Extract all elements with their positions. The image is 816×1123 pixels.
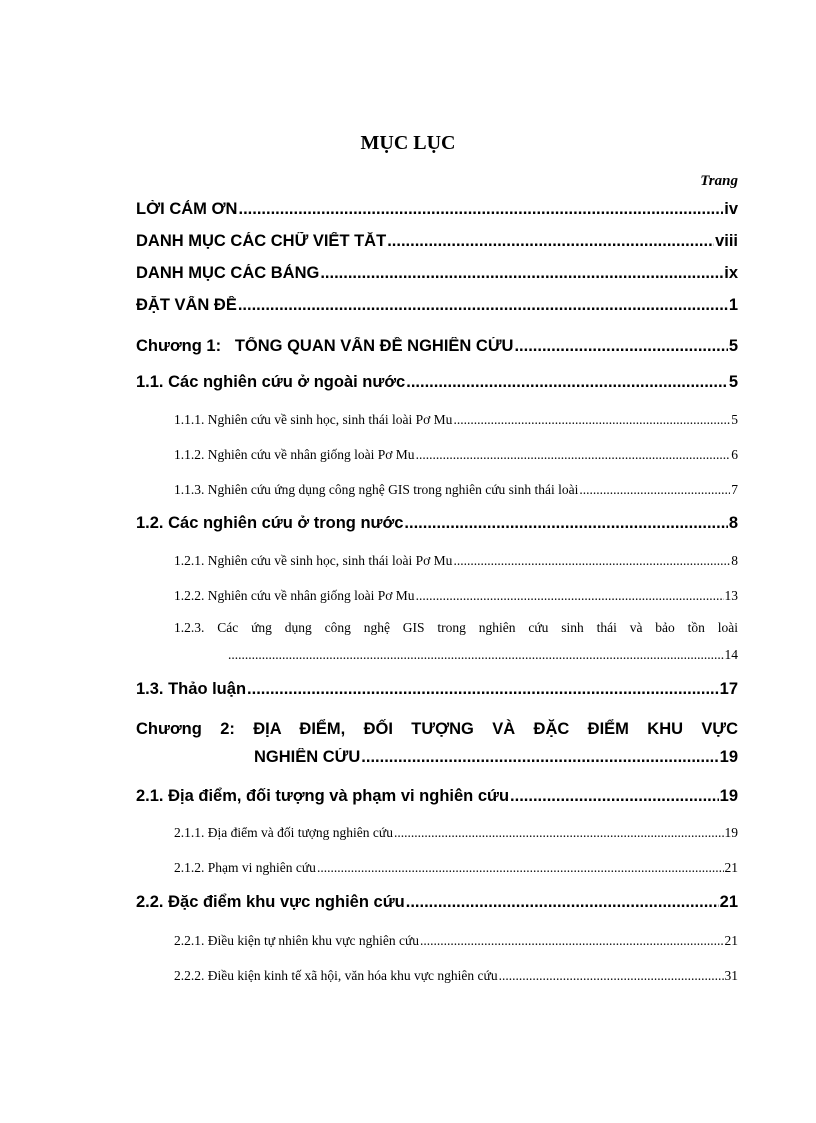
toc-entry-page: 6	[731, 447, 738, 462]
toc-entry-chapter-2[interactable]	[136, 720, 738, 739]
toc-entry-title: DANH MỤC CÁC CHỮ VIẾT TẮT	[136, 232, 387, 250]
toc-entry-page: 5	[728, 373, 738, 391]
toc-entry-subsection-1-2-3-leader	[228, 647, 738, 663]
toc-entry-title: 2.2.2. Điều kiện kinh tế xã hội, văn hóa khu vực nghiên cứu	[174, 968, 498, 983]
toc-entry-title: 2.1. Địa điểm, đối tượng và phạm vi nghiên cứu	[136, 787, 510, 805]
toc-entry-page: 13	[724, 588, 738, 603]
toc-entry-title: 1.1.3. Nghiên cứu ứng dụng công nghệ GIS trong nghiên cứu sinh thái loài	[174, 482, 579, 497]
toc-entry-subsection-1-1-2[interactable]	[174, 447, 738, 463]
toc-entry-subsection-2-2-2[interactable]	[174, 968, 738, 984]
toc-entry-title: 1.2.2. Nghiên cứu về nhân giống loài Pơ Mu	[174, 588, 415, 603]
toc-entry-title: Chương 1: TỔNG QUAN VẤN ĐỀ NGHIÊN CỨU	[136, 337, 514, 355]
toc-entry-page: 31	[724, 968, 738, 983]
toc-entry-page: ix	[724, 264, 738, 282]
toc-entry-subsection-2-1-2[interactable]	[174, 860, 738, 876]
page-column-label: Trang	[700, 173, 738, 189]
dot-leader	[420, 933, 723, 949]
toc-entry-title: Chương 2: ĐỊA ĐIỂM, ĐỐI TƯỢNG VÀ ĐẶC ĐIỂM KHU VỰC	[136, 720, 738, 738]
toc-entry-subsection-1-2-1[interactable]	[174, 553, 738, 569]
toc-entry-title: DANH MỤC CÁC BẢNG	[136, 264, 320, 282]
dot-leader	[394, 825, 724, 841]
toc-entry-page: 1	[728, 296, 738, 314]
toc-entry-page: 19	[724, 825, 738, 840]
toc-entry-subsection-2-2-1[interactable]	[174, 933, 738, 949]
dot-leader	[453, 412, 730, 428]
toc-entry-title-cont: NGHIÊN CỨU	[254, 748, 361, 766]
toc-entry-title: 2.2. Đặc điểm khu vực nghiên cứu	[136, 893, 405, 911]
toc-entry-title: ĐẶT VẤN ĐỀ	[136, 296, 237, 314]
toc-entry-title: 2.1.2. Phạm vi nghiên cứu	[174, 860, 316, 875]
toc-entry-page: 8	[731, 553, 738, 568]
toc-entry-page: 19	[719, 787, 738, 805]
dot-leader	[228, 647, 724, 663]
page-title: MỤC LỤC	[360, 132, 456, 154]
toc-entry-subsection-1-2-2[interactable]	[174, 588, 738, 604]
toc-entry-page: 7	[731, 482, 738, 497]
toc-entry-title: 1.2.3. Các ứng dụng công nghệ GIS trong nghiên cứu sinh thái và bảo tồn loài	[174, 620, 738, 635]
toc-entry-subsection-1-1-1[interactable]	[174, 412, 738, 428]
dot-leader	[361, 748, 718, 767]
toc-entry-section-1-3[interactable]	[136, 680, 738, 699]
toc-entry-page: 21	[724, 860, 738, 875]
toc-entry-page: 21	[719, 893, 738, 911]
toc-entry-page: 5	[728, 337, 738, 355]
toc-entry-list-of-tables[interactable]	[136, 264, 738, 283]
dot-leader	[499, 968, 724, 984]
dot-leader	[416, 588, 724, 604]
toc-entry-title: 1.1.2. Nghiên cứu về nhân giống loài Pơ Mu	[174, 447, 415, 462]
dot-leader	[579, 482, 730, 498]
toc-entry-section-1-1[interactable]	[136, 373, 738, 392]
toc-entry-page: 17	[719, 680, 738, 698]
toc-entry-page: iv	[724, 200, 738, 218]
toc-entry-chapter-1[interactable]	[136, 337, 738, 356]
toc-entry-title: 1.1.1. Nghiên cứu về sinh học, sinh thái loài Pơ Mu	[174, 412, 453, 427]
toc-entry-title: 1.3. Thảo luận	[136, 680, 247, 698]
toc-entry-acknowledgements[interactable]	[136, 200, 738, 219]
toc-entry-page: 21	[724, 933, 738, 948]
toc-entry-title: 2.2.1. Điều kiện tự nhiên khu vực nghiên cứu	[174, 933, 420, 948]
dot-leader	[320, 264, 723, 283]
toc-entry-title: 2.1.1. Địa điểm và đối tượng nghiên cứu	[174, 825, 393, 840]
dot-leader	[514, 337, 727, 356]
toc-entry-subsection-1-2-3[interactable]	[174, 620, 738, 636]
toc-entry-subsection-2-1-1[interactable]	[174, 825, 738, 841]
dot-leader	[510, 787, 719, 806]
toc-entry-page: 14	[724, 647, 738, 662]
dot-leader	[317, 860, 724, 876]
toc-entry-abbreviations[interactable]	[136, 232, 738, 251]
toc-entry-title: LỜI CẢM ƠN	[136, 200, 238, 218]
toc-entry-title: 1.1. Các nghiên cứu ở ngoài nước	[136, 373, 406, 391]
toc-entry-page: 19	[719, 748, 738, 766]
toc-entry-title: 1.2. Các nghiên cứu ở trong nước	[136, 514, 404, 532]
toc-entry-subsection-1-1-3[interactable]	[174, 482, 738, 498]
dot-leader	[387, 232, 714, 251]
dot-leader	[238, 296, 728, 315]
dot-leader	[247, 680, 719, 699]
toc-entry-introduction[interactable]	[136, 296, 738, 315]
toc-entry-section-2-2[interactable]	[136, 893, 738, 912]
toc-entry-section-2-1[interactable]	[136, 787, 738, 806]
toc-entry-title: 1.2.1. Nghiên cứu về sinh học, sinh thái loài Pơ Mu	[174, 553, 453, 568]
toc-entry-chapter-2-cont	[254, 748, 738, 767]
toc-entry-section-1-2[interactable]	[136, 514, 738, 533]
toc-entry-page: viii	[715, 232, 738, 250]
toc-entry-page: 5	[731, 412, 738, 427]
dot-leader	[406, 893, 719, 912]
dot-leader	[416, 447, 731, 463]
dot-leader	[453, 553, 730, 569]
toc-entry-page: 8	[728, 514, 738, 532]
dot-leader	[238, 200, 723, 219]
dot-leader	[404, 514, 727, 533]
dot-leader	[406, 373, 728, 392]
